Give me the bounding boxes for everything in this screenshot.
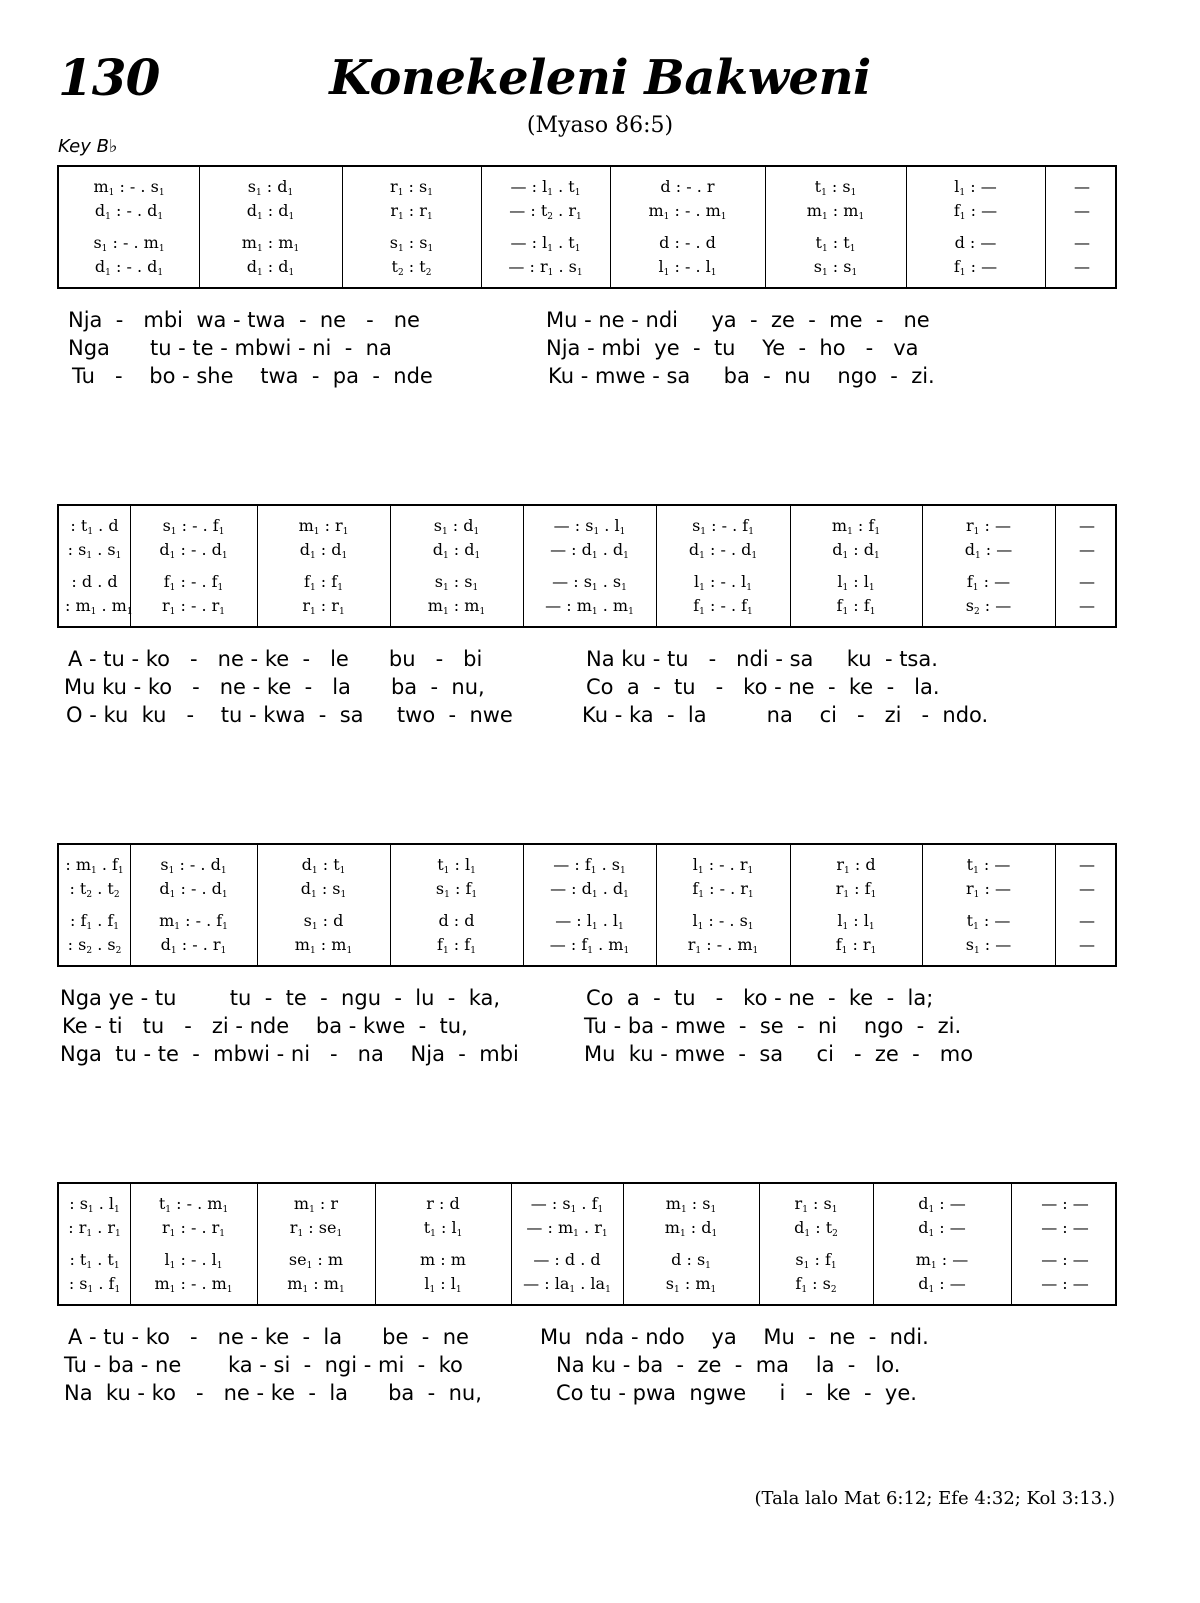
bar-line <box>130 845 131 965</box>
solfa-note: — : d . d <box>533 1250 601 1269</box>
solfa-note: $d_1$ : - . $d_1$ <box>688 540 758 561</box>
solfa-note: $d_1$ : $t_1$ <box>301 855 346 876</box>
solfa-note: — : $f_1$ . $m_1$ <box>549 935 630 956</box>
solfa-note: $t_1$ : — <box>966 911 1011 932</box>
solfa-note: $r_1$ : $se_1$ <box>289 1218 343 1239</box>
solfa-note: $r_1$ : - . $m_1$ <box>687 935 759 956</box>
solfa-note: : $s_2$ . $s_2$ <box>67 935 122 956</box>
solfa-note: — <box>1079 540 1095 559</box>
solfa-note: — : $la_1$ . $la_1$ <box>523 1274 611 1295</box>
bar-line <box>375 1184 376 1304</box>
solfa-note: $f_1$ : $s_2$ <box>795 1274 837 1295</box>
bar-line <box>1055 506 1056 626</box>
solfa-note: — : $m_1$ . $r_1$ <box>526 1218 608 1239</box>
solfa-note: $l_1$ : - . $l_1$ <box>164 1250 223 1271</box>
bar-line <box>390 506 391 626</box>
solfa-note: — : $d_1$ . $d_1$ <box>550 879 629 900</box>
solfa-note: $l_1$ : $l_1$ <box>837 911 875 932</box>
solfa-note: $m_1$ : - . $m_1$ <box>648 201 727 222</box>
lyric-line: A - tu - ko - ne - ke - la be - ne <box>68 1325 469 1349</box>
solfa-note: : $t_1$ . $t_1$ <box>69 1250 120 1271</box>
solfa-note: $l_1$ : $l_1$ <box>837 572 875 593</box>
solfa-note: — : — <box>1041 1218 1089 1237</box>
solfa-note: : $m_1$ . $f_1$ <box>65 855 124 876</box>
solfa-note: $s_1$ : d <box>303 911 344 932</box>
bar-line <box>257 506 258 626</box>
solfa-note: $s_2$ : — <box>965 596 1012 617</box>
solfa-note: $r_1$ : - . $r_1$ <box>161 596 226 617</box>
staff-system-1 <box>57 165 1117 289</box>
bar-line <box>790 506 791 626</box>
solfa-note: $f_1$ : — <box>953 201 998 222</box>
solfa-note: $d_1$ : $s_1$ <box>300 879 347 900</box>
solfa-note: $d_1$ : — <box>918 1218 966 1239</box>
solfa-note: $d_1$ : $d_1$ <box>246 257 295 278</box>
solfa-note: $f_1$ : $f_1$ <box>304 572 343 593</box>
lyric-line: Na ku - ba - ze - ma la - lo. <box>556 1353 901 1377</box>
solfa-note: $m_1$ : — <box>915 1250 969 1271</box>
solfa-note: — <box>1079 879 1095 898</box>
solfa-note: $s_1$ : $d_1$ <box>433 516 480 537</box>
solfa-note: d : d <box>438 911 475 930</box>
bar-line <box>922 845 923 965</box>
solfa-note: — : $s_1$ . $l_1$ <box>553 516 626 537</box>
solfa-note: — : $l_1$ . $t_1$ <box>510 233 581 254</box>
solfa-note: — <box>1079 911 1095 930</box>
solfa-note: $s_1$ : $s_1$ <box>813 257 858 278</box>
solfa-note: $s_1$ : - . $f_1$ <box>162 516 225 537</box>
solfa-note: : d . d <box>71 572 118 591</box>
solfa-note: $l_1$ : $l_1$ <box>424 1274 462 1295</box>
solfa-note: $d_1$ : - . $r_1$ <box>160 935 227 956</box>
bar-line <box>523 845 524 965</box>
key-signature: Key B♭ <box>58 136 118 157</box>
staff-system-3 <box>57 843 1117 967</box>
solfa-note: $d_1$ : $d_1$ <box>246 201 295 222</box>
solfa-note: : $t_1$ . d <box>70 516 119 537</box>
solfa-note: : $s_1$ . $l_1$ <box>69 1194 120 1215</box>
solfa-note: $r_1$ : $r_1$ <box>390 201 433 222</box>
solfa-note: $m_1$ : $m_1$ <box>241 233 300 254</box>
bar-line <box>1011 1184 1012 1304</box>
solfa-note: — : $r_1$ . $s_1$ <box>508 257 583 278</box>
solfa-note: d : $s_1$ <box>671 1250 711 1271</box>
bar-line <box>765 167 766 287</box>
solfa-note: $r_1$ : $s_1$ <box>794 1194 838 1215</box>
lyric-line: Mu ku - ko - ne - ke - la ba - nu, <box>64 675 485 699</box>
lyric-line: Nja - mbi ye - tu Ye - ho - va <box>546 336 919 360</box>
bar-line <box>257 1184 258 1304</box>
solfa-note: $r_1$ : $f_1$ <box>835 879 877 900</box>
solfa-note: $d_1$ : $t_2$ <box>794 1218 838 1239</box>
solfa-note: $d_1$ : - . $d_1$ <box>159 879 228 900</box>
solfa-note: $se_1$ : m <box>288 1250 344 1271</box>
solfa-note: — : — <box>1041 1250 1089 1269</box>
lyric-line: Na ku - ko - ne - ke - la ba - nu, <box>64 1381 482 1405</box>
solfa-note: — : $d_1$ . $d_1$ <box>550 540 629 561</box>
lyric-line: Tu - bo - she twa - pa - nde <box>72 364 433 388</box>
solfa-note: $m_1$ : $m_1$ <box>287 1274 345 1295</box>
solfa-note: : $s_1$ . $s_1$ <box>67 540 122 561</box>
lyric-line: Nga ye - tu tu - te - ngu - lu - ka, <box>60 986 501 1010</box>
solfa-note: $t_2$ : $t_2$ <box>391 257 432 278</box>
solfa-note: $f_1$ : - . $f_1$ <box>693 596 753 617</box>
solfa-note: : $f_1$ . $f_1$ <box>69 911 120 932</box>
solfa-note: $t_1$ : $s_1$ <box>814 177 857 198</box>
solfa-note: : $t_2$ . $t_2$ <box>69 879 120 900</box>
solfa-note: — : $f_1$ . $s_1$ <box>553 855 626 876</box>
solfa-note: $l_1$ : - . $r_1$ <box>692 855 754 876</box>
solfa-note: : $s_1$ . $f_1$ <box>68 1274 121 1295</box>
solfa-note: — <box>1074 257 1090 276</box>
solfa-note: : $m_1$ . $m_1$ <box>65 596 133 617</box>
solfa-note: $m_1$ : r <box>293 1194 339 1215</box>
solfa-note: — : $t_2$ . $r_1$ <box>509 201 582 222</box>
lyric-line: Co a - tu - ko - ne - ke - la; <box>586 986 934 1010</box>
solfa-note: — : $l_1$ . $t_1$ <box>510 177 581 198</box>
solfa-note: $d_1$ : $d_1$ <box>832 540 880 561</box>
solfa-note: — : — <box>1041 1274 1089 1293</box>
solfa-note: — <box>1079 572 1095 591</box>
lyric-line: Mu - ne - ndi ya - ze - me - ne <box>546 308 930 332</box>
bar-line <box>790 845 791 965</box>
solfa-note: $s_1$ : - . $m_1$ <box>93 233 165 254</box>
solfa-note: $r_1$ : $s_1$ <box>390 177 433 198</box>
solfa-note: — <box>1074 233 1090 252</box>
solfa-note: $s_1$ : $f_1$ <box>435 879 478 900</box>
solfa-note: $l_1$ : - . $l_1$ <box>658 257 717 278</box>
solfa-note: $f_1$ : $f_1$ <box>437 935 476 956</box>
lyric-line: A - tu - ko - ne - ke - le bu - bi <box>68 647 483 671</box>
solfa-note: m : m <box>420 1250 466 1269</box>
lyric-line: Ku - mwe - sa ba - nu ngo - zi. <box>548 364 935 388</box>
solfa-note: $m_1$ : - . $f_1$ <box>159 911 228 932</box>
bar-line <box>656 845 657 965</box>
solfa-note: $r_1$ : - . $r_1$ <box>161 1218 226 1239</box>
solfa-note: $d_1$ : — <box>918 1194 966 1215</box>
bar-line <box>342 167 343 287</box>
bar-line <box>610 167 611 287</box>
lyric-line: Ke - ti tu - zi - nde ba - kwe - tu, <box>62 1014 468 1038</box>
solfa-note: $s_1$ : $s_1$ <box>389 233 434 254</box>
staff-system-4 <box>57 1182 1117 1306</box>
solfa-note: d : — <box>954 233 997 252</box>
bar-line <box>623 1184 624 1304</box>
lyric-line: Mu ku - mwe - sa ci - ze - mo <box>584 1042 974 1066</box>
solfa-note: $d_1$ : — <box>964 540 1013 561</box>
solfa-note: $m_1$ : $m_1$ <box>806 201 865 222</box>
bar-line <box>257 845 258 965</box>
solfa-note: — <box>1079 596 1095 615</box>
solfa-note: $d_1$ : - . $d_1$ <box>94 201 164 222</box>
bar-line <box>1055 845 1056 965</box>
bar-line <box>759 1184 760 1304</box>
solfa-note: $r_1$ : d <box>836 855 876 876</box>
solfa-note: — : $l_1$ . $l_1$ <box>555 911 624 932</box>
bar-line <box>481 167 482 287</box>
lyric-line: O - ku ku - tu - kwa - sa two - nwe <box>66 703 513 727</box>
bar-line <box>390 845 391 965</box>
lyric-line: Co tu - pwa ngwe i - ke - ye. <box>556 1381 917 1405</box>
solfa-note: $d_1$ : - . $d_1$ <box>159 540 228 561</box>
solfa-note: $r_1$ : $r_1$ <box>302 596 345 617</box>
bar-line <box>199 167 200 287</box>
solfa-note: $t_1$ : — <box>966 855 1011 876</box>
lyric-line: Tu - ba - mwe - se - ni ngo - zi. <box>584 1014 962 1038</box>
solfa-note: $t_1$ : $l_1$ <box>423 1218 463 1239</box>
bar-line <box>523 506 524 626</box>
solfa-note: — <box>1079 855 1095 874</box>
solfa-note: $m_1$ : $r_1$ <box>298 516 349 537</box>
solfa-note: $d_1$ : - . $d_1$ <box>94 257 164 278</box>
solfa-note: $s_1$ : $m_1$ <box>665 1274 717 1295</box>
solfa-note: d : - . r <box>660 177 715 196</box>
lyric-line: Ku - ka - la na ci - zi - ndo. <box>582 703 989 727</box>
solfa-note: $s_1$ : $f_1$ <box>795 1250 837 1271</box>
solfa-note: $m_1$ : $m_1$ <box>427 596 486 617</box>
solfa-note: $m_1$ : - . $m_1$ <box>154 1274 233 1295</box>
lyric-line: Co a - tu - ko - ne - ke - la. <box>586 675 940 699</box>
bar-line <box>873 1184 874 1304</box>
solfa-note: $l_1$ : - . $s_1$ <box>692 911 754 932</box>
solfa-note: $d_1$ : — <box>918 1274 966 1295</box>
solfa-note: — : — <box>1041 1194 1089 1213</box>
solfa-note: $f_1$ : - . $f_1$ <box>163 572 224 593</box>
bar-line <box>922 506 923 626</box>
solfa-note: — <box>1074 177 1090 196</box>
bar-line <box>1045 167 1046 287</box>
solfa-note: $m_1$ : $d_1$ <box>664 1218 718 1239</box>
bar-line <box>130 1184 131 1304</box>
solfa-note: $m_1$ : $s_1$ <box>665 1194 717 1215</box>
bar-line <box>656 506 657 626</box>
solfa-note: $r_1$ : — <box>966 879 1011 900</box>
staff-system-2 <box>57 504 1117 628</box>
solfa-note: $f_1$ : - . $r_1$ <box>692 879 754 900</box>
lyric-line: Nga tu - te - mbwi - ni - na Nja - mbi <box>60 1042 519 1066</box>
lyric-line: Tu - ba - ne ka - si - ngi - mi - ko <box>64 1353 463 1377</box>
lyric-line: Nja - mbi wa - twa - ne - ne <box>68 308 420 332</box>
solfa-note: — : $s_1$ . $s_1$ <box>552 572 627 593</box>
solfa-note: $l_1$ : - . $l_1$ <box>694 572 752 593</box>
solfa-note: $f_1$ : $f_1$ <box>836 596 876 617</box>
lyric-line: Nga tu - te - mbwi - ni - na <box>68 336 392 360</box>
solfa-note: $m_1$ : $f_1$ <box>831 516 881 537</box>
solfa-note: — <box>1074 201 1090 220</box>
solfa-note: — : $s_1$ . $f_1$ <box>530 1194 604 1215</box>
solfa-note: $d_1$ : $d_1$ <box>299 540 348 561</box>
solfa-note: $d_1$ : $d_1$ <box>432 540 481 561</box>
solfa-note: $r_1$ : — <box>966 516 1011 537</box>
solfa-note: — <box>1079 935 1095 954</box>
solfa-note: — <box>1079 516 1095 535</box>
lyric-line: Na ku - tu - ndi - sa ku - tsa. <box>586 647 938 671</box>
bar-line <box>906 167 907 287</box>
solfa-note: r : d <box>426 1194 460 1213</box>
scripture-reference: (Myaso 86:5) <box>526 113 674 138</box>
solfa-note: d : - . d <box>659 233 716 252</box>
solfa-note: $f_1$ : $r_1$ <box>835 935 877 956</box>
solfa-note: : $r_1$ . $r_1$ <box>68 1218 121 1239</box>
solfa-note: $f_1$ : — <box>953 257 998 278</box>
solfa-note: $s_1$ : — <box>965 935 1012 956</box>
solfa-note: $t_1$ : - . $m_1$ <box>158 1194 229 1215</box>
solfa-note: $t_1$ : $l_1$ <box>437 855 476 876</box>
solfa-note: $s_1$ : $s_1$ <box>434 572 479 593</box>
solfa-note: $m_1$ : $m_1$ <box>294 935 353 956</box>
footnote: (Tala lalo Mat 6:12; Efe 4:32; Kol 3:13.) <box>754 1488 1115 1509</box>
solfa-note: $t_1$ : $t_1$ <box>815 233 856 254</box>
solfa-note: $s_1$ : - . $f_1$ <box>692 516 754 537</box>
solfa-note: $s_1$ : - . $d_1$ <box>160 855 227 876</box>
solfa-note: $f_1$ : — <box>966 572 1011 593</box>
bar-line <box>511 1184 512 1304</box>
lyric-line: Mu nda - ndo ya Mu - ne - ndi. <box>540 1325 929 1349</box>
solfa-note: $m_1$ : - . $s_1$ <box>93 177 165 198</box>
solfa-note: $l_1$ : — <box>954 177 997 198</box>
solfa-note: $s_1$ : $d_1$ <box>247 177 294 198</box>
solfa-note: — : $m_1$ . $m_1$ <box>545 596 634 617</box>
hymn-number: 130 <box>58 48 160 107</box>
hymn-title: Konekeleni Bakweni <box>329 50 871 106</box>
